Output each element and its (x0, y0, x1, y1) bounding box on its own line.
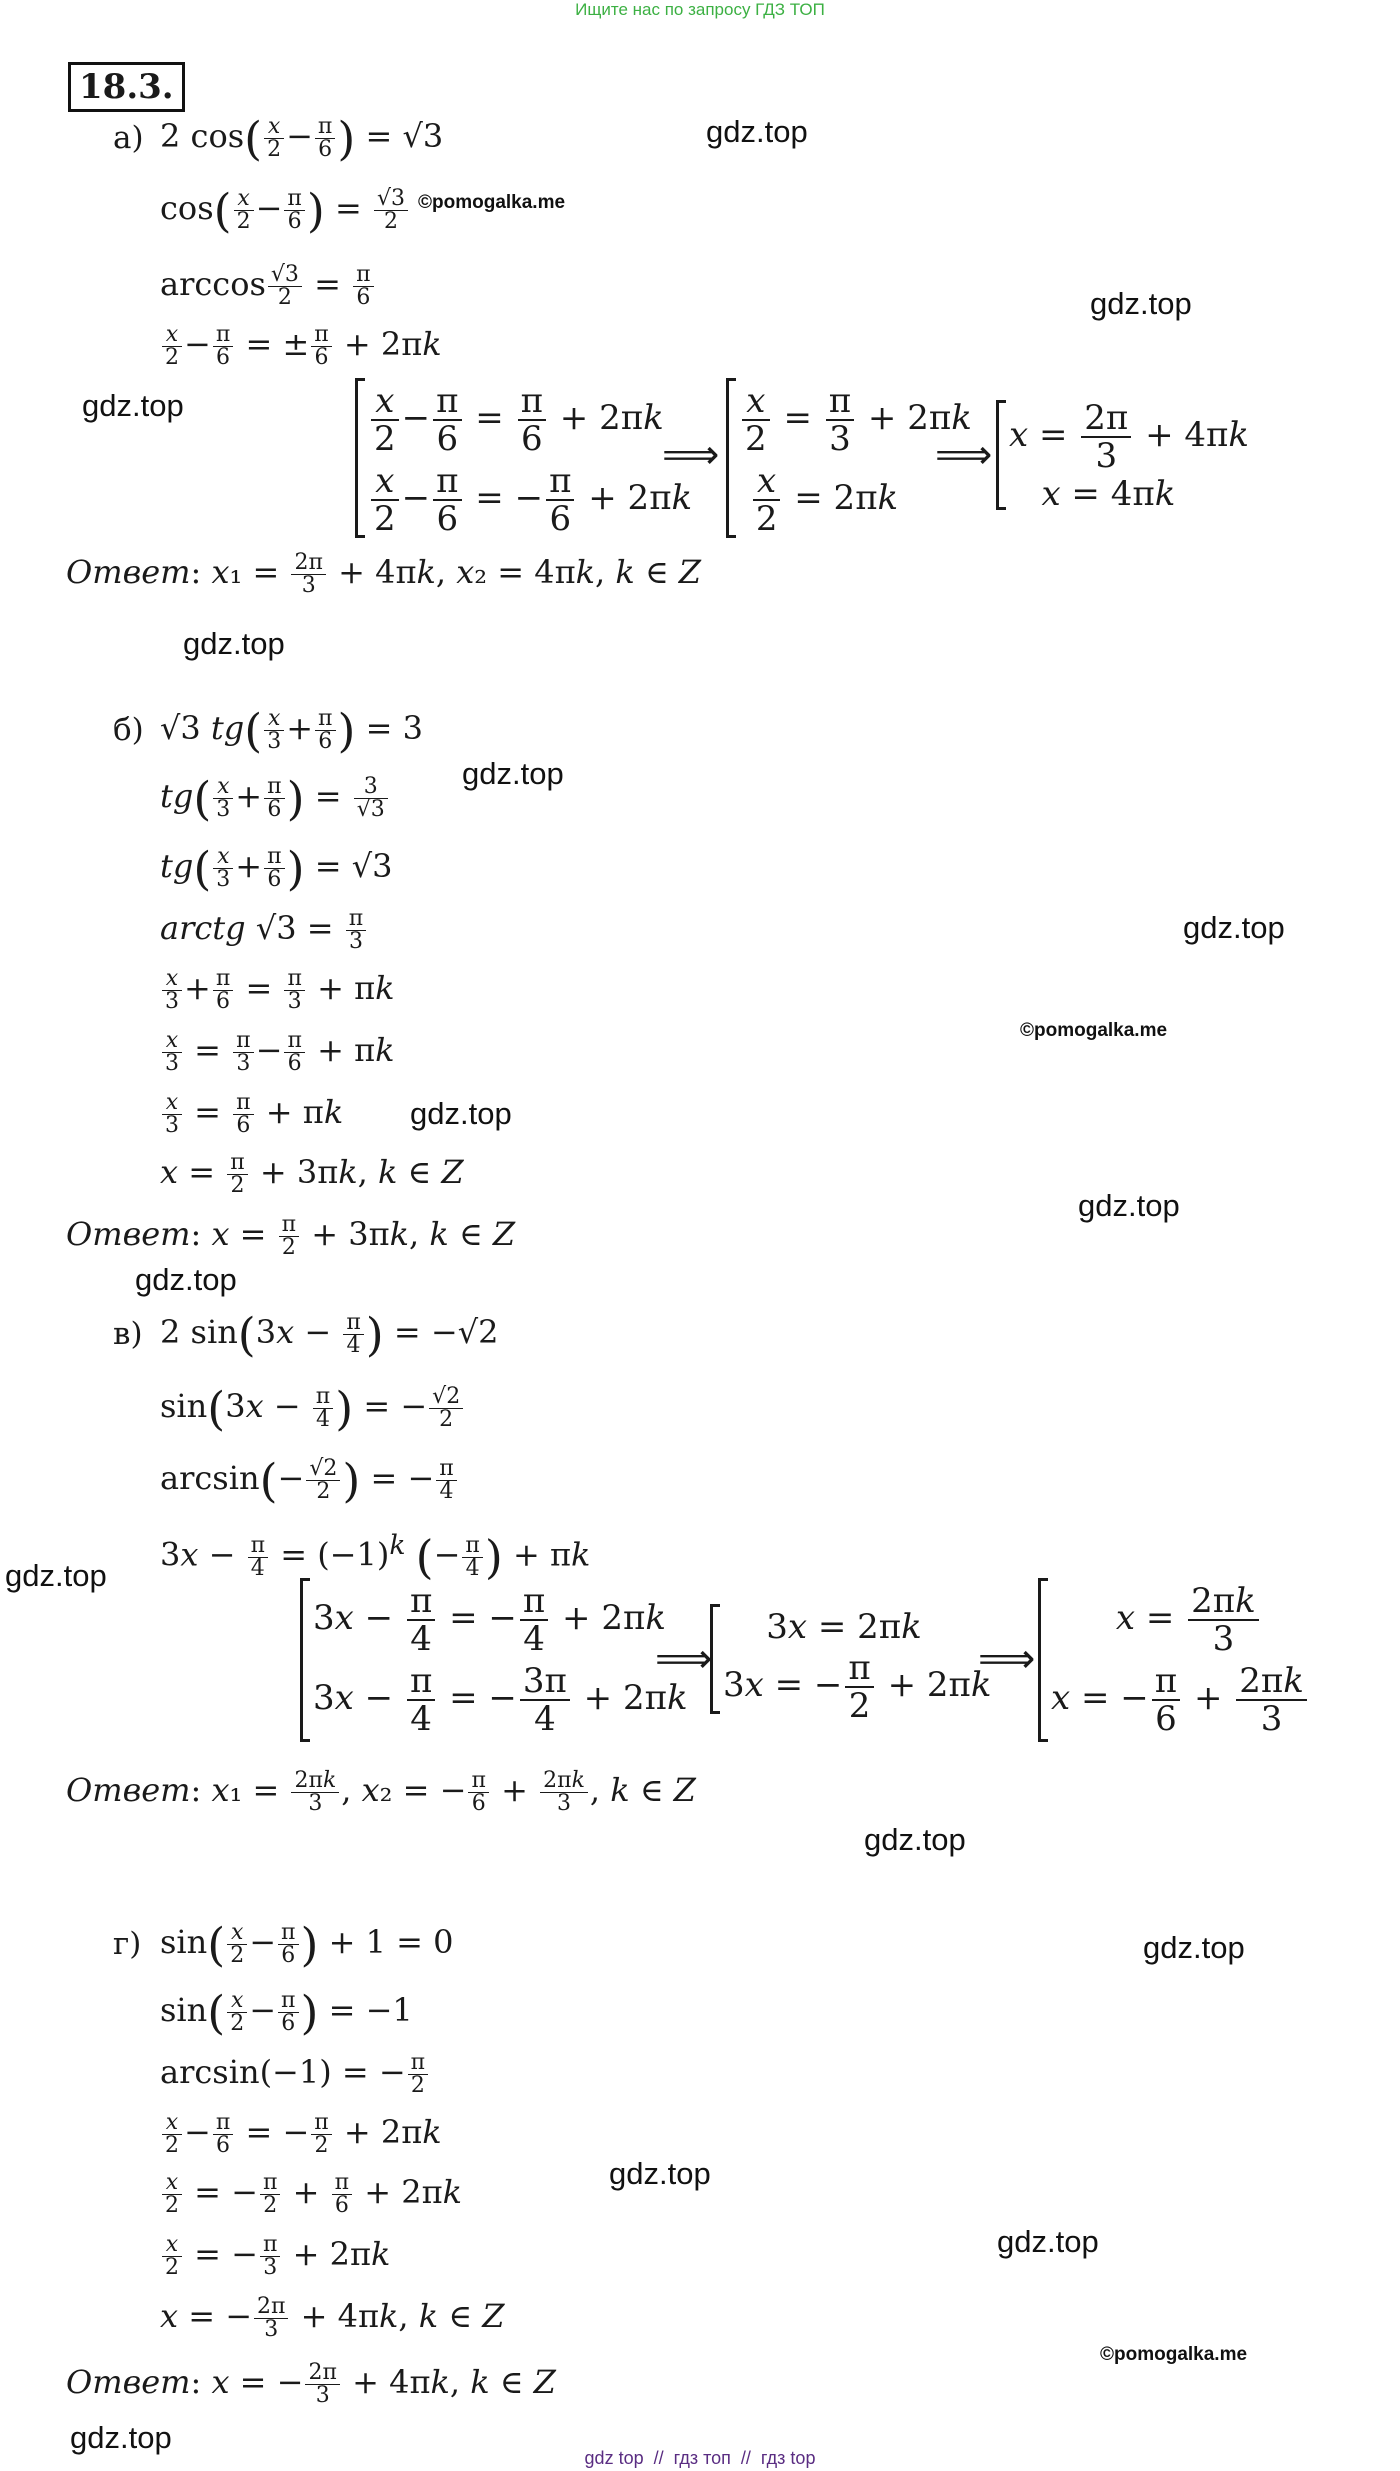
watermark-gdz: gdz.top (1143, 1930, 1245, 1965)
part-a-system-1: $\frac{x}{2}$ − $\frac{\pi}{6}$ = $\frac{\pi}{6}$ + 2πk $\frac{x}{2}$ − $\frac{\pi}{6}$ = − $\frac{\pi}{6}$ + 2πk (355, 378, 692, 538)
watermark-gdz: gdz.top (70, 2420, 172, 2455)
implies-arrow: ⟹ (655, 1636, 713, 1682)
watermark-gdz: gdz.top (864, 1822, 966, 1857)
problem-number: 18.3. (68, 62, 185, 112)
watermark-gdz: gdz.top (183, 626, 285, 661)
top-search-link[interactable]: Ищите нас по запросу ГДЗ ТОП (575, 0, 825, 19)
watermark-gdz: gdz.top (997, 2224, 1099, 2259)
part-v-system-1: 3x − $\frac{\pi}{4}$ = − $\frac{\pi}{4}$ + 2πk 3x − $\frac{\pi}{4}$ = − $\frac{3\pi}{4}$ + 2πk (300, 1578, 688, 1742)
part-b-line-7: $\frac{x}{3}$ = $\frac{\pi}{6}$ + πk (160, 1092, 343, 1137)
part-a-line-2: cos( $\frac{x}{2}$ − $\frac{\pi}{6}$ ) = $\frac{√3}{2}$ (160, 188, 410, 233)
watermark-gdz: gdz.top (462, 756, 564, 791)
part-v-answer: Ответ: x₁ = $\frac{2\pi k}{3}$ , x₂ = − $\frac{\pi}{6}$ + $\frac{2\pi k}{3}$ , k ∈ Z (66, 1768, 696, 1816)
watermark-gdz: gdz.top (410, 1096, 512, 1131)
part-b-line-5: $\frac{x}{3}$ + $\frac{\pi}{6}$ = $\frac{\pi}{3}$ + πk (160, 968, 394, 1013)
part-a-line-4: $\frac{x}{2}$ − $\frac{\pi}{6}$ = ± $\frac{\pi}{6}$ + 2πk (160, 324, 442, 369)
part-g-line-1: sin( $\frac{x}{2}$ − $\frac{\pi}{6}$ ) + 1 = 0 (160, 1917, 454, 1972)
part-v-line-3: arcsin(− $\frac{√2}{2}$ ) = − $\frac{\pi}{4}$ (160, 1458, 459, 1503)
part-v-label: в) (113, 1316, 143, 1352)
watermark-gdz: gdz.top (135, 1262, 237, 1297)
part-b-line-2: tg( $\frac{x}{3}$ + $\frac{\pi}{6}$ ) = $\frac{3}{√3}$ (160, 776, 390, 821)
footer-links[interactable]: gdz top // гдз топ // гдз top (584, 2448, 816, 2468)
watermark-gdz: gdz.top (706, 114, 808, 149)
part-g-line-5: $\frac{x}{2}$ = − $\frac{\pi}{2}$ + $\frac{\pi}{6}$ + 2πk (160, 2172, 462, 2217)
part-g-label: г) (113, 1926, 142, 1962)
part-v-line-1: 2 sin(3x − $\frac{\pi}{4}$ ) = −√2 (160, 1307, 499, 1362)
implies-arrow: ⟹ (978, 1636, 1036, 1682)
implies-arrow: ⟹ (935, 432, 993, 478)
part-a-line-3: arccos $\frac{√3}{2}$ = $\frac{\pi}{6}$ (160, 264, 376, 309)
part-a-answer: Ответ: x₁ = $\frac{2\pi}{3}$ + 4πk, x₂ = 4πk, k ∈ Z (66, 550, 702, 598)
part-g-line-7: x = − $\frac{2\pi}{3}$ + 4πk, k ∈ Z (160, 2294, 505, 2342)
part-v-system-3: x = $\frac{2\pi k}{3}$ x = − $\frac{\pi}{6}$ + $\frac{2\pi k}{3}$ (1038, 1578, 1310, 1742)
part-g-answer: Ответ: x = − $\frac{2\pi}{3}$ + 4πk, k ∈ Z (66, 2360, 556, 2408)
part-b-answer: Ответ: x = $\frac{\pi}{2}$ + 3πk, k ∈ Z (66, 1212, 516, 1260)
watermark-pomogalka: ©pomogalka.me (418, 192, 566, 213)
watermark-gdz: gdz.top (609, 2156, 711, 2191)
watermark-pomogalka: ©pomogalka.me (1100, 2344, 1248, 2365)
part-b-line-6: $\frac{x}{3}$ = $\frac{\pi}{3}$ − $\frac{\pi}{6}$ + πk (160, 1030, 394, 1075)
part-a-system-3: x = $\frac{2\pi}{3}$ + 4πk x = 4πk (996, 400, 1249, 510)
part-v-line-4: 3x − $\frac{\pi}{4}$ = $(-1)^k$ (− $\frac{\pi}{4}$ ) + πk (160, 1530, 591, 1585)
part-b-line-1: √3 tg( $\frac{x}{3}$ + $\frac{\pi}{6}$ ) = 3 (160, 703, 423, 758)
watermark-pomogalka: ©pomogalka.me (1020, 1020, 1168, 1041)
part-b-label: б) (113, 712, 144, 748)
watermark-gdz: gdz.top (1183, 910, 1285, 945)
part-v-line-2: sin(3x − $\frac{\pi}{4}$ ) = − $\frac{√2}{2}$ (160, 1386, 465, 1431)
watermark-gdz: gdz.top (1090, 286, 1192, 321)
part-b-line-4: arctg √3 = $\frac{\pi}{3}$ (160, 908, 368, 953)
watermark-gdz: gdz.top (1078, 1188, 1180, 1223)
implies-arrow: ⟹ (662, 432, 720, 478)
part-a-system-2: $\frac{x}{2}$ = $\frac{\pi}{3}$ + 2πk $\frac{x}{2}$ = 2πk (726, 378, 972, 538)
watermark-gdz: gdz.top (82, 388, 184, 423)
part-b-line-3: tg( $\frac{x}{3}$ + $\frac{\pi}{6}$ ) = √3 (160, 841, 393, 896)
part-a-label: а) (113, 120, 144, 156)
part-g-line-6: $\frac{x}{2}$ = − $\frac{\pi}{3}$ + 2πk (160, 2234, 390, 2279)
part-g-line-3: arcsin(−1) = − $\frac{\pi}{2}$ (160, 2052, 430, 2097)
part-b-line-8: x = $\frac{\pi}{2}$ + 3πk, k ∈ Z (160, 1150, 464, 1198)
watermark-gdz: gdz.top (5, 1558, 107, 1593)
part-g-line-2: sin( $\frac{x}{2}$ − $\frac{\pi}{6}$ ) = −1 (160, 1985, 413, 2040)
part-a-line-1: 2 cos( $\frac{x}{2}$ − $\frac{\pi}{6}$ ) = √3 (160, 111, 444, 166)
part-g-line-4: $\frac{x}{2}$ − $\frac{\pi}{6}$ = − $\frac{\pi}{2}$ + 2πk (160, 2112, 442, 2157)
part-v-system-2: 3x = 2πk 3x = − $\frac{\pi}{2}$ + 2πk (710, 1604, 991, 1714)
